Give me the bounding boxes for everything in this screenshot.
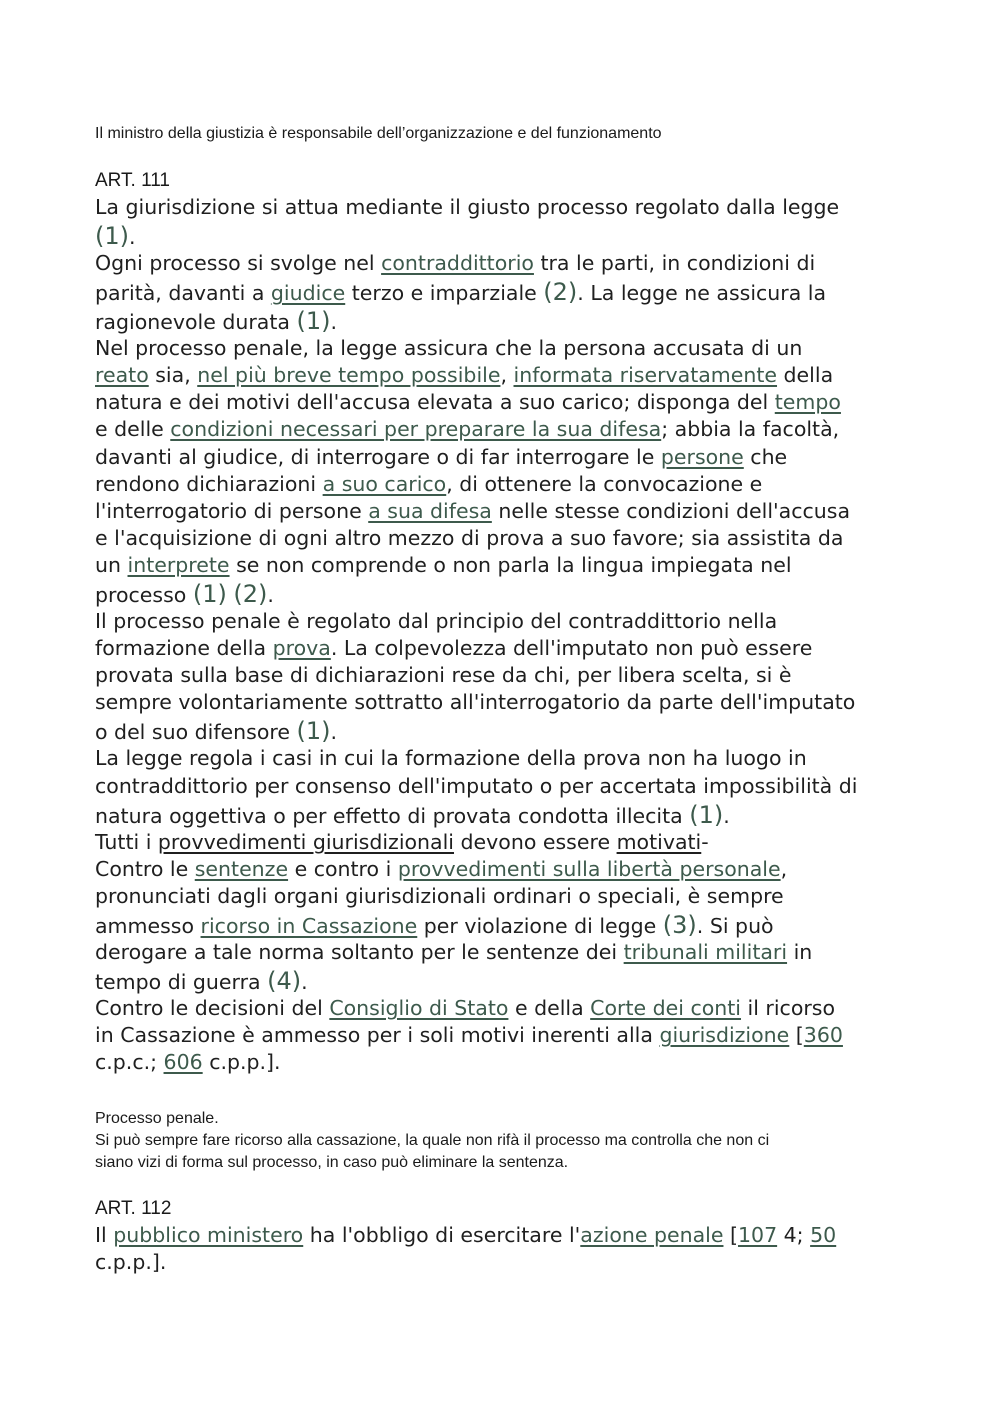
link-consiglio-di-stato[interactable]: Consiglio di Stato <box>329 995 509 1020</box>
note-ref[interactable]: (1) <box>95 222 129 251</box>
link-tribunali-militari[interactable]: tribunali militari <box>623 939 788 964</box>
link-corte-dei-conti[interactable]: Corte dei conti <box>590 995 741 1020</box>
note-line: siano vizi di forma sul processo, in caso può eliminare la sentenza. <box>95 1154 569 1171</box>
note-ref[interactable]: (1) <box>689 800 724 829</box>
note-ref[interactable]: (2) <box>233 580 268 609</box>
link-art-360[interactable]: 360 <box>803 1023 843 1048</box>
paragraph-3-line: rendono dichiarazioni a suo carico, di ottenere la convocazione e <box>95 471 763 496</box>
note-ref[interactable]: (4) <box>267 966 302 995</box>
paragraph-3-line: reato sia, nel più breve tempo possibile, informata riservatamente della <box>95 363 834 388</box>
note-line: Si può sempre fare ricorso alla cassazione, la quale non rifà il processo ma controlla che non ci <box>95 1132 770 1149</box>
paragraph-5-line: La legge regola i casi in cui la formazione della prova non ha luogo in <box>95 746 807 771</box>
article-112-heading: ART. 112 <box>95 1198 172 1219</box>
paragraph-2-line: parità, davanti a giudice terzo e imparziale (2). La legge ne assicura la <box>95 278 827 307</box>
link-provvedimenti-liberta[interactable]: provvedimenti sulla libertà personale <box>397 856 781 881</box>
note-title: Processo penale. <box>95 1110 219 1127</box>
paragraph-3-line: processo (1) (2). <box>95 580 274 609</box>
paragraph-5-line: natura oggettiva o per effetto di provata condotta illecita (1). <box>95 800 730 829</box>
link-sentenze[interactable]: sentenze <box>194 856 289 881</box>
article-111-heading: ART. 111 <box>95 170 170 191</box>
note-ref[interactable]: (1) <box>296 717 331 746</box>
paragraph-4-line: sempre volontariamente sottratto all'interrogatorio da parte dell'imputato <box>95 690 856 715</box>
link-art-50[interactable]: 50 <box>810 1223 837 1247</box>
article-112-line: c.p.p.]. <box>95 1250 167 1275</box>
link-ricorso-cassazione[interactable]: ricorso in Cassazione <box>200 913 418 938</box>
provvedimenti-giurisdizionali-text: provvedimenti giurisdizionali <box>157 829 455 854</box>
paragraph-3-line: davanti al giudice, di interrogare o di far interrogare le persone che <box>95 444 788 469</box>
note-ref[interactable]: (2) <box>543 278 578 307</box>
paragraph-3-line: natura e dei motivi dell'accusa elevata a suo carico; disponga del tempo <box>95 390 841 415</box>
article-112-line: Il pubblico ministero ha l'obbligo di esercitare l'azione penale [107 4; 50 <box>95 1223 837 1247</box>
link-art-606[interactable]: 606 <box>163 1050 203 1075</box>
paragraph-8-line: in Cassazione è ammesso per i soli motivi inerenti alla giurisdizione [360 <box>95 1023 843 1048</box>
link-giurisdizione[interactable]: giurisdizione <box>659 1023 790 1048</box>
paragraph-3-line: e l'acquisizione di ogni altro mezzo di prova a suo favore; sia assistita da <box>95 525 844 550</box>
paragraph-7-line: tempo di guerra (4). <box>95 966 308 995</box>
paragraph-8-line: Contro le decisioni del Consiglio di Stato e della Corte dei conti il ricorso <box>95 995 836 1020</box>
link-a-suo-carico[interactable]: a suo carico <box>322 471 447 496</box>
paragraph-1-line: (1). <box>95 222 136 251</box>
link-interprete[interactable]: interprete <box>127 552 230 577</box>
paragraph-4-line: Il processo penale è regolato dal principio del contraddittorio nella <box>95 609 778 634</box>
link-art-107[interactable]: 107 <box>737 1223 778 1247</box>
paragraph-4-line: o del suo difensore (1). <box>95 717 338 746</box>
paragraph-3-line: Nel processo penale, la legge assicura che la persona accusata di un <box>95 336 803 361</box>
paragraph-7-line: ammesso ricorso in Cassazione per violazione di legge (3). Si può <box>95 910 774 939</box>
link-giudice[interactable]: giudice <box>270 281 346 306</box>
link-pubblico-ministero[interactable]: pubblico ministero <box>113 1223 304 1247</box>
paragraph-7-line: derogare a tale norma soltanto per le sentenze dei tribunali militari in <box>95 939 813 964</box>
link-nel-piu-breve-tempo[interactable]: nel più breve tempo possibile <box>197 363 501 388</box>
article-111-body <box>95 194 915 1076</box>
link-a-sua-difesa[interactable]: a sua difesa <box>368 498 492 523</box>
paragraph-2-line: Ogni processo si svolge nel contraddittorio tra le parti, in condizioni di <box>95 251 816 276</box>
paragraph-7-line: Contro le sentenze e contro i provvedimenti sulla libertà personale, <box>95 856 788 881</box>
note-ref[interactable]: (1) <box>296 307 331 336</box>
paragraph-7-line: pronunciati dagli organi giurisdizionali ordinari o speciali, è sempre <box>95 883 784 908</box>
link-informata-riservatamente[interactable]: informata riservatamente <box>513 363 778 388</box>
link-condizioni-difesa[interactable]: condizioni necessari per preparare la sua difesa <box>170 417 662 442</box>
paragraph-4-line: provata sulla base di dichiarazioni rese da chi, per libera scelta, si è <box>95 663 792 688</box>
intro-text: Il ministro della giustizia è responsabile dell’organizzazione e del funzionamento <box>95 125 662 142</box>
paragraph-3-line: un interprete se non comprende o non parla la lingua impiegata nel <box>95 552 792 577</box>
link-azione-penale[interactable]: azione penale <box>580 1223 724 1247</box>
link-reato[interactable]: reato <box>95 363 149 388</box>
motivati-text: motivati <box>616 829 702 854</box>
paragraph-8-line: c.p.c.; 606 c.p.p.]. <box>95 1050 281 1075</box>
note-ref[interactable]: (3) <box>662 910 697 939</box>
paragraph-3-line: l'interrogatorio di persone a sua difesa nelle stesse condizioni dell'accusa <box>95 498 851 523</box>
paragraph-5-line: contraddittorio per consenso dell'imputato o per accertata impossibilità di <box>95 773 858 798</box>
paragraph-6-line: Tutti i provvedimenti giurisdizionali devono essere motivati- <box>95 829 709 854</box>
paragraph-3-line: e delle condizioni necessari per preparare la sua difesa; abbia la facoltà, <box>95 417 840 442</box>
paragraph-4-line: formazione della prova. La colpevolezza dell'imputato non può essere <box>95 636 813 661</box>
note-ref[interactable]: (1) <box>192 580 227 609</box>
link-prova[interactable]: prova <box>272 636 331 661</box>
link-tempo[interactable]: tempo <box>774 390 841 415</box>
paragraph-2-line: ragionevole durata (1). <box>95 307 337 336</box>
paragraph-1-line: La giurisdizione si attua mediante il giusto processo regolato dalla legge <box>95 195 840 219</box>
article-112-body <box>95 1222 915 1276</box>
link-persone[interactable]: persone <box>660 444 744 469</box>
link-contraddittorio[interactable]: contraddittorio <box>381 251 534 276</box>
